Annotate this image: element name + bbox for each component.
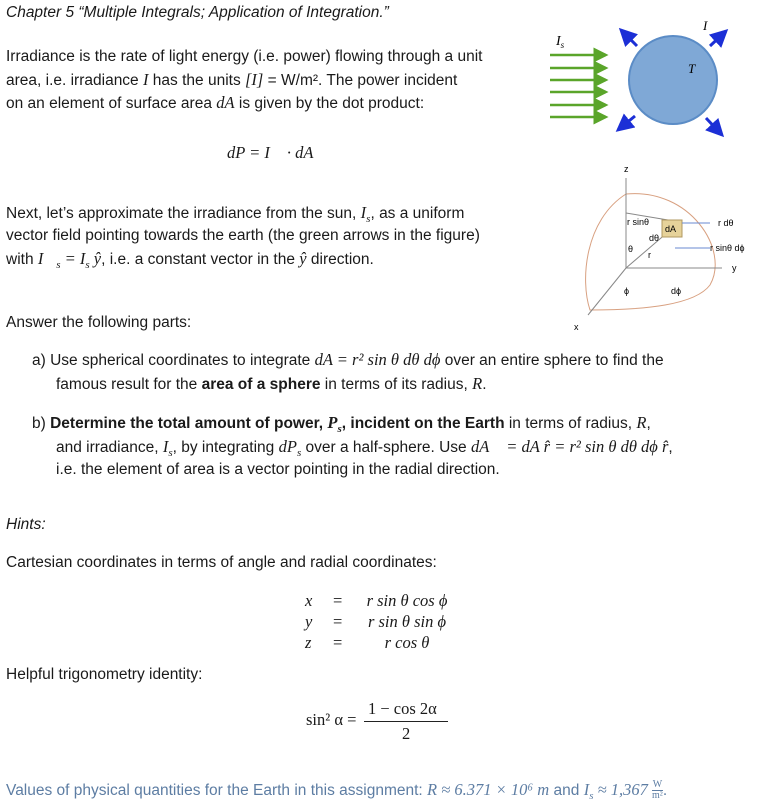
label-Is: $I_s$	[556, 34, 565, 50]
text-segment: Chapter 5 “Multiple Integrals; Application of Integration.”	[6, 4, 389, 21]
text-segment: vector field pointing towards the earth (the green arrows in the figure)	[6, 227, 480, 244]
earth-radius-value: R ≈ 6.371 × 10⁶ m	[427, 780, 550, 799]
text-line	[6, 249, 374, 275]
label-y: y	[732, 263, 737, 273]
math-expression: dA⃗ = dA r̂ = r² sin θ dθ dϕ r̂	[470, 437, 669, 456]
math-expression: R	[472, 374, 483, 393]
equation-eq: =	[333, 633, 343, 652]
text-line	[227, 143, 326, 164]
text-segment: area, i.e. irradiance	[6, 72, 143, 89]
text-line	[6, 553, 437, 573]
text-segment: over a half-sphere. Use	[301, 439, 471, 456]
text-segment: a) Use spherical coordinates to integrate	[32, 352, 315, 369]
text-segment: in terms of its radius,	[320, 376, 473, 393]
label-dA: dA	[665, 224, 677, 234]
text-segment: famous result for the	[56, 376, 202, 393]
math-expression: [I]	[245, 70, 264, 89]
math-expression: s	[168, 447, 173, 460]
text-segment: , incident on the Earth	[341, 415, 505, 432]
text-line	[56, 460, 500, 480]
math-expression: s	[56, 259, 61, 272]
text-segment: on an element of surface area	[6, 95, 217, 112]
text-line	[6, 93, 424, 114]
math-expression: I	[162, 437, 169, 456]
math-expression: R	[636, 413, 647, 432]
label-dtheta: dθ	[649, 233, 660, 243]
math-expression: s	[85, 259, 90, 272]
math-expression: ŷ	[299, 249, 307, 268]
text-line	[6, 313, 191, 333]
text-segment: Determine the total amount of power,	[50, 415, 328, 432]
text-line	[6, 47, 482, 67]
equation-rhs: r cos θ	[384, 633, 430, 652]
text-line	[6, 3, 389, 23]
math-expression: dP = I⃗ · dA⃗	[227, 143, 327, 162]
text-segment: Irradiance is the rate of light energy (i.e. power) flowing through a unit	[6, 48, 483, 65]
equation-eq: =	[333, 612, 343, 631]
note-text: Values of physical quantities for the Earth in this assignment:	[6, 782, 428, 799]
text-segment: area of a sphere	[201, 376, 321, 393]
text-segment: , by integrating	[172, 439, 279, 456]
math-expression: I	[360, 203, 367, 222]
text-segment: Next, let’s approximate the irradiance from the sun,	[6, 205, 361, 222]
equation-rhs: r sin θ cos ϕ	[366, 591, 448, 610]
text-segment: b)	[32, 415, 51, 432]
label-theta: θ	[628, 244, 634, 254]
text-segment: with	[6, 251, 38, 268]
math-expression: P	[327, 413, 338, 432]
equation-rhs: r sin θ sin ϕ	[367, 612, 447, 631]
physical-values-note	[6, 780, 667, 806]
text-segment: .	[482, 376, 487, 393]
label-r-sin-theta: r sinθ	[627, 217, 650, 227]
label-r-sin-dphi: r sinθ dϕ	[710, 243, 745, 253]
x-axis	[588, 268, 626, 315]
irradiance-symbol: I	[583, 780, 590, 799]
math-expression: I⃗	[37, 249, 57, 268]
math-expression: s	[366, 213, 371, 226]
math-expression: dP	[278, 437, 297, 456]
text-segment: Hints:	[6, 516, 46, 533]
unit-fraction	[652, 780, 663, 801]
label-x: x	[574, 322, 579, 332]
label-phi: ϕ	[624, 286, 630, 296]
math-expression: dA	[216, 93, 235, 112]
equation-lhs: y	[305, 612, 313, 631]
text-segment: i.e. the element of area is a vector pointing in the radial direction.	[56, 461, 500, 478]
text-line	[6, 665, 202, 685]
sun-earth-figure	[540, 0, 762, 150]
text-segment: ,	[668, 439, 673, 456]
text-segment: and irradiance,	[56, 439, 163, 456]
text-line	[32, 350, 664, 371]
text-line	[32, 413, 651, 439]
text-line	[6, 515, 46, 535]
text-segment: is given by the dot product:	[234, 95, 425, 112]
text-segment: Helpful trigonometry identity:	[6, 666, 203, 683]
label-r-dtheta: r dθ	[718, 218, 734, 228]
math-expression: s	[337, 423, 342, 436]
text-segment: , i.e. a constant vector in the	[101, 251, 300, 268]
label-r: r	[648, 250, 651, 260]
green-arrows	[550, 55, 606, 117]
text-segment: direction.	[306, 251, 374, 268]
math-expression: dA = r² sin θ dθ dϕ	[314, 350, 441, 369]
text-segment: , as a uniform	[370, 205, 465, 222]
text-segment: has the units	[148, 72, 246, 89]
irradiance-value: ≈ 1,367	[593, 780, 653, 799]
identity-denominator: 2	[402, 724, 411, 743]
math-expression: ŷ	[89, 249, 102, 268]
spherical-coordinates-figure	[560, 160, 762, 335]
text-segment: over an entire sphere to find the	[440, 352, 664, 369]
text-segment: Answer the following parts:	[6, 314, 192, 331]
label-dphi: dϕ	[671, 286, 682, 296]
label-T: T	[688, 61, 696, 76]
text-segment: in terms of radius,	[504, 415, 637, 432]
identity-numerator: 1 − cos 2α	[368, 699, 437, 718]
equation-lhs: x	[305, 591, 313, 610]
text-segment: ,	[646, 415, 651, 432]
irradiance-sub: s	[589, 790, 594, 803]
earth-circle	[629, 36, 717, 124]
equation-lhs: z	[305, 633, 312, 652]
math-expression: I	[143, 70, 149, 89]
text-line	[56, 374, 487, 395]
math-expression: = I	[60, 249, 86, 268]
text-line	[6, 70, 457, 91]
note-and: and	[549, 782, 584, 799]
text-segment: = W/m². The power incident	[263, 72, 458, 89]
math-expression: s	[296, 447, 302, 460]
text-segment: Cartesian coordinates in terms of angle and radial coordinates:	[6, 554, 437, 571]
identity-lhs: sin² α =	[306, 710, 357, 729]
label-z: z	[624, 164, 629, 174]
note-period: .	[662, 782, 668, 799]
label-I: I	[703, 18, 708, 33]
unit-denominator: m²	[652, 790, 663, 802]
unit-numerator: W	[652, 779, 663, 791]
text-line	[6, 226, 480, 246]
equation-eq: =	[333, 591, 343, 610]
